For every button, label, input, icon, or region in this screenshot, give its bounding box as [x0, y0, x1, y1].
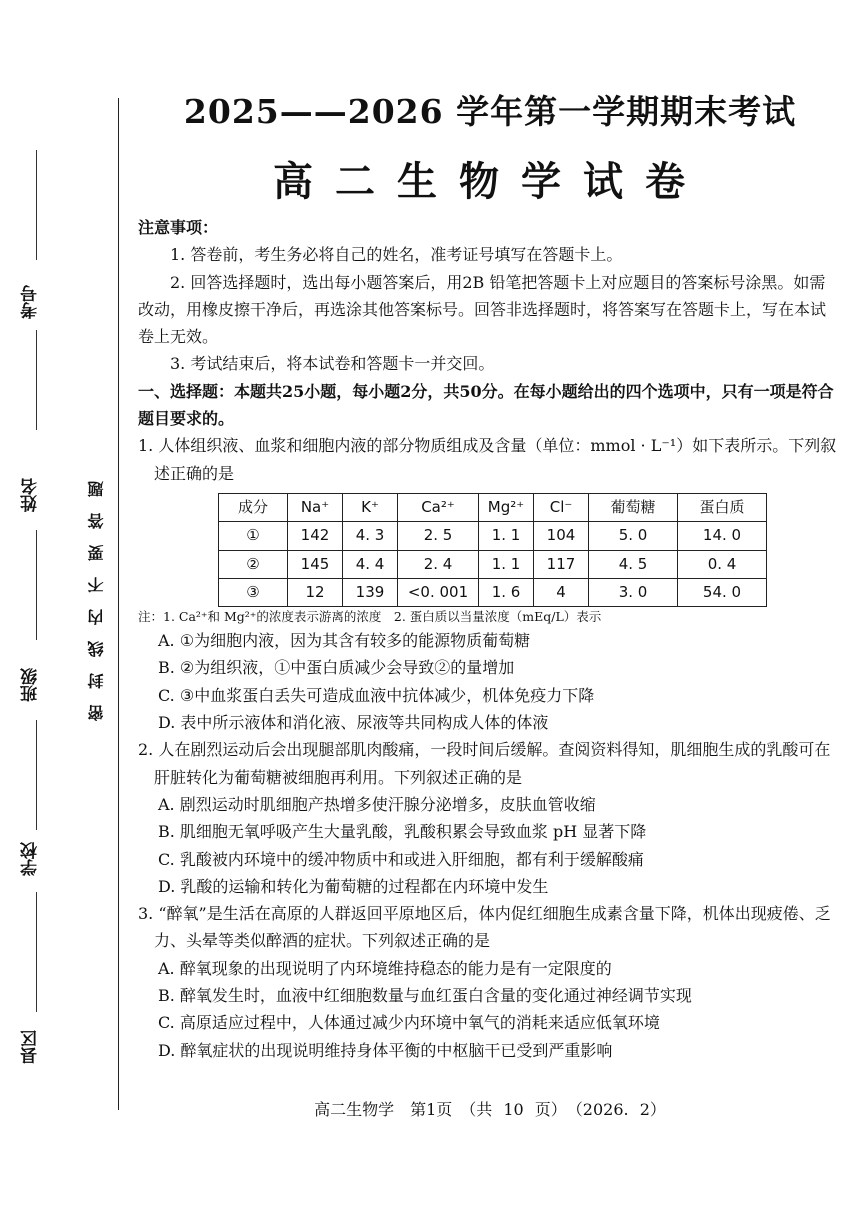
table-header-row [219, 493, 767, 521]
table-row [219, 522, 767, 550]
xuexiao-blank-line [36, 892, 37, 1012]
table-cell: 3. 0 [589, 578, 678, 606]
kaohao-blank-line-2 [36, 330, 37, 430]
table-cell: 4 [534, 578, 589, 606]
table-header: K⁺ [343, 493, 398, 521]
table-cell: 117 [534, 550, 589, 578]
question-2-option-b: B. 肌细胞无氧呼吸产生大量乳酸，乳酸积累会导致血浆 pH 显著下降 [158, 822, 647, 842]
table-row [219, 550, 767, 578]
banji-blank-line [36, 720, 37, 830]
table-cell: ③ [219, 578, 288, 606]
exam-title: 2025——2026 学年第一学期期末考试 [183, 92, 797, 131]
table-note: 注：1. Ca²⁺和 Mg²⁺的浓度表示游离的浓度 2. 蛋白质以当量浓度（mEq/L）表示 [138, 609, 602, 625]
page-footer: 高二生物学 第1页 （共 10 页） （2026. 2） [314, 1100, 666, 1119]
exam-content [138, 214, 838, 1064]
table-cell: 1. 1 [479, 550, 534, 578]
table-cell: 2. 5 [398, 522, 479, 550]
table-cell: 12 [288, 578, 343, 606]
table-header: 葡萄糖 [589, 493, 678, 521]
table-cell: ① [219, 522, 288, 550]
table-cell: 142 [288, 522, 343, 550]
question-2-option-c: C. 乳酸被内环境中的缓冲物质中和或进入肝细胞，都有利于缓解酸痛 [158, 849, 644, 869]
table-cell: 2. 4 [398, 550, 479, 578]
question-2-option-d: D. 乳酸的运输和转化为葡萄糖的过程都在内环境中发生 [158, 876, 549, 896]
note-item: 1. 答卷前，考生务必将自己的姓名，准考证号填写在答题卡上。 [170, 245, 623, 265]
kaohao-blank-line [36, 150, 37, 260]
note-item: 3. 考试结束后，将本试卷和答题卡一并交回。 [170, 354, 495, 374]
question-3-option-d: D. 醉氧症状的出现说明维持身体平衡的中枢脑干已受到严重影响 [158, 1040, 613, 1060]
question-3-option-c: C. 高原适应过程中，人体通过减少内环境中氧气的消耗来适应低氧环境 [158, 1013, 660, 1033]
table-cell: 4. 5 [589, 550, 678, 578]
table-cell: 139 [343, 578, 398, 606]
table-cell: 4. 3 [343, 522, 398, 550]
banji-label: 班级 [21, 668, 41, 702]
section-heading: 一、选择题：本题共25小题，每小题2分，共50分。在每小题给出的四个选项中，只有一项是符合题目要求的。 [138, 381, 834, 429]
xingming-label: 姓名 [21, 478, 41, 512]
table-cell: 4. 4 [343, 550, 398, 578]
seal-line-notice: 密封线内不要答题 [87, 465, 106, 721]
binding-line [118, 98, 119, 1110]
xuexiao-label: 学校 [21, 842, 41, 876]
table-header: 蛋白质 [678, 493, 767, 521]
table-header: 成分 [219, 493, 288, 521]
table-cell: 1. 6 [479, 578, 534, 606]
table-cell: <0. 001 [398, 578, 479, 606]
question-1-option-d: D. 表中所示液体和消化液、尿液等共同构成人体的体液 [158, 713, 549, 733]
table-header: Na⁺ [288, 493, 343, 521]
question-1-stem: 1. 人体组织液、血浆和细胞内液的部分物质组成及含量（单位：mmol · L⁻¹）如下表所示。下列叙述正确的是 [138, 436, 837, 483]
xianqu-label: 县区 [21, 1030, 41, 1064]
fluid-composition-table [218, 493, 767, 607]
question-1-option-c: C. ③中血浆蛋白丢失可造成血液中抗体减少，机体免疫力下降 [158, 685, 595, 705]
table-row [219, 578, 767, 606]
table-header: Cl⁻ [534, 493, 589, 521]
question-1-option-a: A. ①为细胞内液，因为其含有较多的能源物质葡萄糖 [158, 631, 531, 651]
table-header: Ca²⁺ [398, 493, 479, 521]
kaohao-label: 考号 [21, 285, 41, 319]
question-1-option-b: B. ②为组织液，①中蛋白质减少会导致②的量增加 [158, 658, 515, 678]
question-2-stem: 2. 人在剧烈运动后会出现腿部肌肉酸痛，一段时间后缓解。查阅资料得知，肌细胞生成的乳酸可在肝脏转化为葡萄糖被细胞再利用。下列叙述正确的是 [138, 740, 831, 787]
notes-heading: 注意事项： [138, 218, 219, 237]
table-cell: 1. 1 [479, 522, 534, 550]
note-item: 2. 回答选择题时，选出每小题答案后，用2B 铅笔把答题卡上对应题目的答案标号涂黑。如需改动，用橡皮擦干净后，再选涂其他答案标号。回答非选择题时，将答案写在答题卡上，写在本试卷上无效。 [138, 272, 827, 347]
question-2-option-a: A. 剧烈运动时肌细胞产热增多使汗腺分泌增多，皮肤血管收缩 [158, 794, 596, 814]
question-3-option-a: A. 醉氧现象的出现说明了内环境维持稳态的能力是有一定限度的 [158, 958, 612, 978]
xingming-blank-line [36, 530, 37, 640]
paper-subtitle: 高二生物学试卷 [273, 158, 707, 205]
table-cell: 145 [288, 550, 343, 578]
question-3-stem: 3. “醉氧”是生活在高原的人群返回平原地区后，体内促红细胞生成素含量下降，机体出现疲倦、乏力、头晕等类似醉酒的症状。下列叙述正确的是 [138, 904, 831, 951]
table-header: Mg²⁺ [479, 493, 534, 521]
question-3-option-b: B. 醉氧发生时，血液中红细胞数量与血红蛋白含量的变化通过神经调节实现 [158, 986, 692, 1006]
table-cell: 104 [534, 522, 589, 550]
table-cell: 0. 4 [678, 550, 767, 578]
table-cell: ② [219, 550, 288, 578]
table-cell: 54. 0 [678, 578, 767, 606]
table-cell: 14. 0 [678, 522, 767, 550]
table-cell: 5. 0 [589, 522, 678, 550]
